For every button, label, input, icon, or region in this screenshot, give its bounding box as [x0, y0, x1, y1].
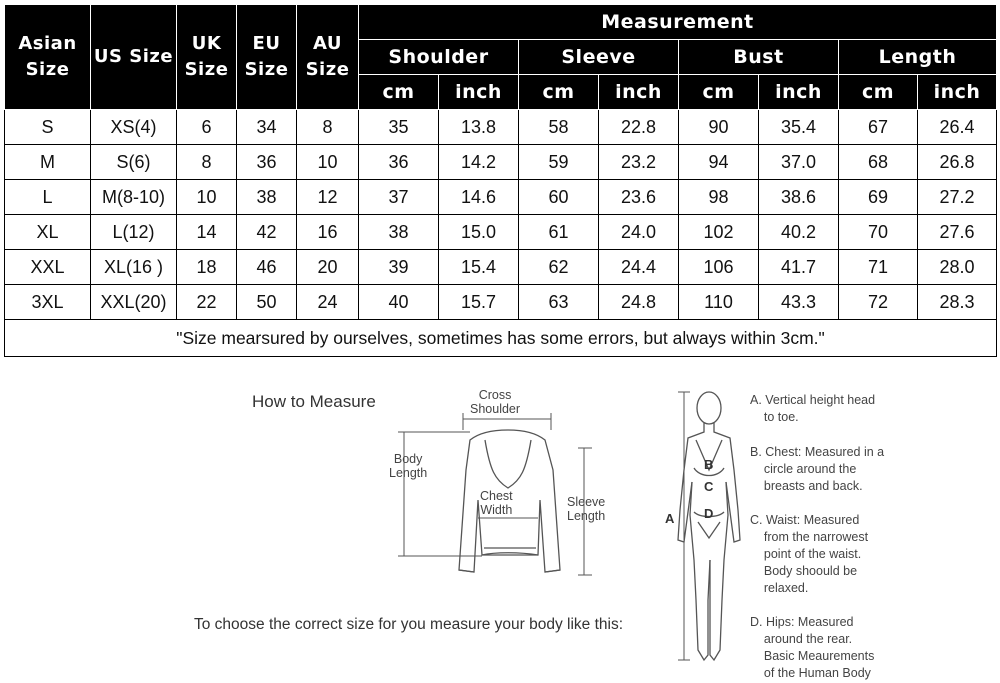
- header-unit: cm: [679, 75, 759, 110]
- measure-notes: [750, 392, 920, 682]
- table-cell: XXL(20): [91, 285, 177, 320]
- table-cell: 46: [237, 250, 297, 285]
- table-cell: 24.0: [599, 215, 679, 250]
- table-cell: 12: [297, 180, 359, 215]
- table-cell: 110: [679, 285, 759, 320]
- table-cell: XXL: [5, 250, 91, 285]
- table-cell: 36: [359, 145, 439, 180]
- table-cell: 42: [237, 215, 297, 250]
- table-cell: 26.4: [918, 110, 997, 145]
- table-cell: L: [5, 180, 91, 215]
- table-cell: 60: [519, 180, 599, 215]
- table-cell: M(8-10): [91, 180, 177, 215]
- table-cell: S(6): [91, 145, 177, 180]
- table-cell: 40.2: [759, 215, 839, 250]
- body-figure-icon: [678, 392, 740, 660]
- table-cell: 61: [519, 215, 599, 250]
- table-cell: 38.6: [759, 180, 839, 215]
- table-cell: XS(4): [91, 110, 177, 145]
- label-chest-width: Chest Width: [480, 489, 513, 517]
- header-unit: cm: [519, 75, 599, 110]
- header-unit: inch: [759, 75, 839, 110]
- table-cell: 13.8: [439, 110, 519, 145]
- table-cell: 72: [839, 285, 918, 320]
- table-cell: 34: [237, 110, 297, 145]
- table-cell: 14.6: [439, 180, 519, 215]
- table-cell: 38: [237, 180, 297, 215]
- body-letter-d: D: [704, 506, 714, 521]
- table-cell: 23.6: [599, 180, 679, 215]
- header-eu-size: EU Size: [237, 5, 297, 110]
- table-cell: 15.7: [439, 285, 519, 320]
- header-au-size: AU Size: [297, 5, 359, 110]
- table-cell: 10: [297, 145, 359, 180]
- table-cell: 102: [679, 215, 759, 250]
- table-cell: 23.2: [599, 145, 679, 180]
- table-cell: 8: [177, 145, 237, 180]
- table-cell: XL: [5, 215, 91, 250]
- table-cell: 40: [359, 285, 439, 320]
- table-cell: 28.3: [918, 285, 997, 320]
- body-measure-lines: [678, 392, 690, 660]
- table-cell: 24: [297, 285, 359, 320]
- table-cell: 8: [297, 110, 359, 145]
- header-unit: cm: [359, 75, 439, 110]
- note-a: A. Vertical height head to toe.: [750, 393, 876, 424]
- table-note: "Size mearsured by ourselves, sometimes has some errors, but always within 3cm.": [5, 320, 997, 357]
- header-length: Length: [839, 40, 997, 75]
- body-letter-a: A: [665, 511, 675, 526]
- table-cell: 70: [839, 215, 918, 250]
- header-unit: cm: [839, 75, 918, 110]
- header-us-size: US Size: [91, 5, 177, 110]
- table-cell: 6: [177, 110, 237, 145]
- table-cell: 67: [839, 110, 918, 145]
- header-measurement: Measurement: [359, 5, 997, 40]
- table-cell: 27.2: [918, 180, 997, 215]
- table-cell: 36: [237, 145, 297, 180]
- note-b: B. Chest: Measured in a circle around the breasts and back.: [750, 445, 885, 493]
- table-cell: 35: [359, 110, 439, 145]
- table-cell: 68: [839, 145, 918, 180]
- how-to-measure-title: How to Measure: [252, 392, 376, 411]
- table-cell: 43.3: [759, 285, 839, 320]
- label-sleeve-length: Sleeve Length: [567, 495, 606, 523]
- table-cell: 59: [519, 145, 599, 180]
- header-unit: inch: [439, 75, 519, 110]
- table-cell: 16: [297, 215, 359, 250]
- note-c: C. Waist: Measured from the narrowest point of the waist. Body shoould be relaxed.: [750, 513, 869, 595]
- table-cell: 94: [679, 145, 759, 180]
- table-cell: L(12): [91, 215, 177, 250]
- table-cell: 15.0: [439, 215, 519, 250]
- header-sleeve: Sleeve: [519, 40, 679, 75]
- table-cell: 15.4: [439, 250, 519, 285]
- table-cell: 63: [519, 285, 599, 320]
- table-cell: S: [5, 110, 91, 145]
- table-cell: 22.8: [599, 110, 679, 145]
- how-to-measure-caption: To choose the correct size for you measure your body like this:: [194, 616, 624, 633]
- table-cell: 69: [839, 180, 918, 215]
- body-letter-b: B: [704, 457, 714, 472]
- table-cell: 62: [519, 250, 599, 285]
- header-shoulder: Shoulder: [359, 40, 519, 75]
- table-cell: 14.2: [439, 145, 519, 180]
- header-asian-size: Asian Size: [5, 5, 91, 110]
- table-cell: 18: [177, 250, 237, 285]
- table-cell: 26.8: [918, 145, 997, 180]
- table-cell: 37: [359, 180, 439, 215]
- table-cell: 50: [237, 285, 297, 320]
- header-uk-size: UK Size: [177, 5, 237, 110]
- body-letter-c: C: [704, 479, 714, 494]
- table-cell: 24.8: [599, 285, 679, 320]
- table-cell: 28.0: [918, 250, 997, 285]
- header-unit: inch: [599, 75, 679, 110]
- label-body-length: Body Length: [389, 452, 428, 480]
- table-cell: 41.7: [759, 250, 839, 285]
- header-unit: inch: [918, 75, 997, 110]
- table-cell: 58: [519, 110, 599, 145]
- table-cell: 20: [297, 250, 359, 285]
- note-d: D. Hips: Measured around the rear. Basic Meaurements of the Human Body: [750, 615, 875, 680]
- table-cell: 10: [177, 180, 237, 215]
- label-cross-shoulder: Cross Shoulder: [470, 388, 521, 416]
- table-cell: XL(16 ): [91, 250, 177, 285]
- table-cell: 22: [177, 285, 237, 320]
- table-cell: M: [5, 145, 91, 180]
- table-cell: 27.6: [918, 215, 997, 250]
- table-cell: 98: [679, 180, 759, 215]
- table-cell: 39: [359, 250, 439, 285]
- header-bust: Bust: [679, 40, 839, 75]
- table-cell: 14: [177, 215, 237, 250]
- table-cell: 3XL: [5, 285, 91, 320]
- table-cell: 90: [679, 110, 759, 145]
- table-cell: 24.4: [599, 250, 679, 285]
- table-cell: 37.0: [759, 145, 839, 180]
- table-cell: 106: [679, 250, 759, 285]
- table-cell: 38: [359, 215, 439, 250]
- table-cell: 71: [839, 250, 918, 285]
- table-cell: 35.4: [759, 110, 839, 145]
